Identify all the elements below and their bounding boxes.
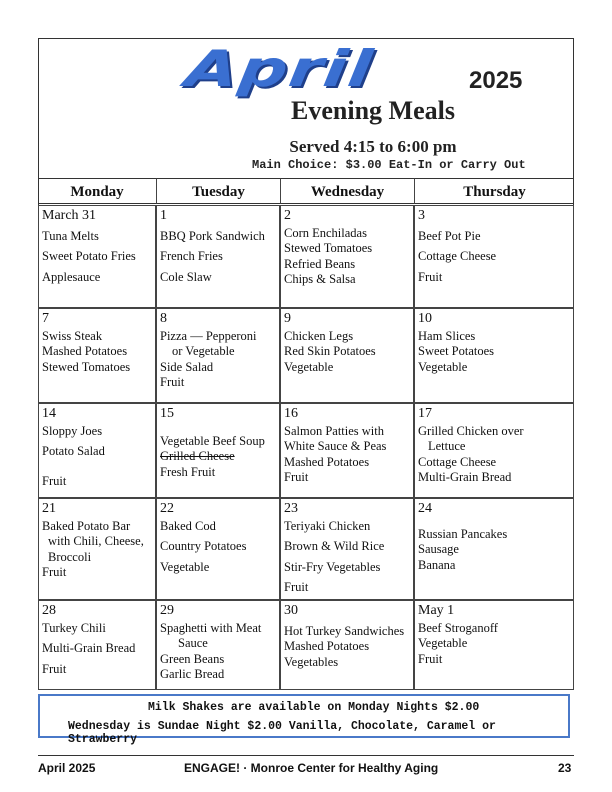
menu-item: Refried Beans — [284, 256, 356, 271]
day-cell — [414, 308, 574, 403]
cell-date: 9 — [284, 311, 291, 326]
day-cell — [414, 205, 574, 308]
menu-item: Garlic Bread — [160, 667, 225, 681]
menu-item: Banana — [418, 557, 456, 572]
day-cell — [38, 498, 156, 600]
menu-item: BBQ Pork Sandwich — [160, 228, 265, 243]
sundae-notice: Wednesday is Sundae Night $2.00 Vanilla, Chocolate, Caramel or Strawberry — [68, 720, 496, 746]
menu-item: Fruit — [160, 375, 185, 389]
page-subtitle: Evening Meals — [291, 96, 455, 125]
cell-date: 30 — [284, 603, 298, 618]
menu-item: Stewed Tomatoes — [42, 359, 131, 374]
day-header-wednesday: Wednesday — [280, 178, 414, 204]
menu-item: Vegetables — [284, 654, 339, 669]
day-cell — [280, 600, 414, 690]
cell-date: 2 — [284, 208, 291, 223]
day-header-thursday: Thursday — [414, 178, 574, 204]
menu-item: Fruit — [42, 473, 67, 488]
menu-item: Fruit — [418, 651, 443, 666]
menu-item: Fresh Fruit — [160, 464, 216, 479]
menu-item: Country Potatoes — [160, 539, 247, 553]
day-cell — [156, 308, 280, 403]
menu-item: Ham Slices — [418, 328, 476, 343]
day-cell — [280, 205, 414, 308]
menu-item: Vegetable Beef Soup — [160, 433, 265, 448]
cell-date: 15 — [160, 406, 174, 421]
menu-item: Cottage Cheese — [418, 249, 497, 263]
menu-item: Stir-Fry Vegetables — [284, 559, 381, 574]
footer-publication: ENGAGE! · Monroe Center for Healthy Aging — [184, 761, 439, 775]
cell-date: 3 — [418, 208, 425, 223]
cell-date: 7 — [42, 311, 49, 326]
menu-item: Multi-Grain Bread — [42, 641, 136, 655]
month-title: April — [181, 40, 377, 98]
day-cell — [414, 498, 574, 600]
day-header-tuesday: Tuesday — [156, 178, 280, 204]
menu-item: Mashed Potatoes — [284, 454, 370, 469]
day-cell — [414, 403, 574, 498]
menu-item: Fruit — [418, 269, 443, 284]
menu-item: Vegetable — [284, 359, 334, 374]
cell-date: March 31 — [42, 208, 97, 223]
day-cell — [156, 600, 280, 690]
day-header-monday: Monday — [38, 178, 156, 204]
menu-item: Sloppy Joes — [42, 423, 103, 438]
menu-item: Hot Turkey Sandwiches — [284, 623, 405, 638]
cell-date: 28 — [42, 603, 56, 618]
day-cell — [38, 205, 156, 308]
specials-notice — [38, 694, 570, 746]
menu-item: French Fries — [160, 249, 223, 263]
menu-item: Baked Potato Bar — [42, 518, 131, 533]
day-cell — [156, 205, 280, 308]
cell-date: May 1 — [418, 603, 455, 618]
day-cell — [280, 498, 414, 600]
day-cell — [156, 403, 280, 498]
menu-item: Vegetable — [418, 636, 468, 650]
menu-item: Sauce — [178, 636, 208, 650]
menu-item: Spaghetti with Meat — [160, 620, 262, 635]
cell-date: 29 — [160, 603, 174, 618]
day-cell — [38, 403, 156, 498]
menu-item: Side Salad — [160, 359, 214, 374]
menu-item: Fruit — [284, 580, 309, 594]
day-cell — [414, 600, 574, 690]
milkshake-notice: Milk Shakes are available on Monday Nights $2.00 — [148, 701, 480, 714]
cell-date: 17 — [418, 406, 432, 421]
cell-date: 1 — [160, 208, 167, 223]
menu-item: Salmon Patties with — [284, 423, 384, 438]
year-title: 2025 — [469, 67, 523, 94]
cell-date: 8 — [160, 311, 167, 326]
menu-item: Russian Pancakes — [418, 526, 508, 541]
menu-item: Tuna Melts — [42, 228, 99, 243]
menu-item: Broccoli — [48, 549, 92, 564]
menu-item: Beef Stroganoff — [418, 620, 498, 635]
menu-item: Multi-Grain Bread — [418, 470, 512, 484]
day-cell — [280, 403, 414, 498]
menu-item: Fruit — [42, 565, 67, 579]
menu-item: Chips & Salsa — [284, 272, 356, 286]
menu-item: Green Beans — [160, 651, 225, 666]
menu-item: or Vegetable — [172, 344, 235, 358]
menu-item: Teriyaki Chicken — [284, 518, 371, 533]
menu-item: Grilled Cheese — [160, 449, 235, 463]
day-cell — [280, 308, 414, 403]
menu-item: Red Skin Potatoes — [284, 344, 376, 358]
cell-date: 21 — [42, 501, 56, 516]
menu-item: Sweet Potatoes — [418, 344, 495, 358]
cell-date: 16 — [284, 406, 298, 421]
menu-item: Corn Enchiladas — [284, 225, 367, 240]
menu-item: Chicken Legs — [284, 328, 354, 343]
menu-item: Fruit — [284, 470, 309, 484]
menu-item: Vegetable — [160, 559, 210, 574]
cell-date: 24 — [418, 501, 432, 516]
menu-item: Mashed Potatoes — [42, 344, 128, 358]
menu-item: Grilled Chicken over — [418, 423, 524, 438]
menu-item: Swiss Steak — [42, 328, 103, 343]
menu-item: Beef Pot Pie — [418, 228, 481, 243]
footer-date: April 2025 — [38, 761, 96, 775]
menu-item: Brown & Wild Rice — [284, 539, 385, 553]
menu-item: with Chili, Cheese, — [48, 534, 144, 548]
menu-item: Vegetable — [418, 359, 468, 374]
menu-item: Cottage Cheese — [418, 454, 497, 469]
footer-divider — [38, 755, 574, 756]
menu-item: Cole Slaw — [160, 269, 212, 284]
menu-item: Mashed Potatoes — [284, 639, 370, 653]
menu-item: Lettuce — [428, 439, 466, 453]
menu-item: Turkey Chili — [42, 620, 106, 635]
day-cell — [156, 498, 280, 600]
page-number: 23 — [558, 761, 572, 775]
cell-date: 22 — [160, 501, 174, 516]
menu-item: Applesauce — [42, 269, 101, 284]
served-hours: Served 4:15 to 6:00 pm — [289, 137, 457, 156]
menu-item: Stewed Tomatoes — [284, 241, 373, 255]
menu-item: White Sauce & Peas — [284, 439, 387, 453]
menu-item: Sausage — [418, 542, 459, 556]
menu-item: Baked Cod — [160, 518, 216, 533]
menu-item: Pizza — Pepperoni — [160, 328, 257, 343]
main-choice-price: Main Choice: $3.00 Eat-In or Carry Out — [252, 158, 526, 172]
cell-date: 23 — [284, 501, 298, 516]
menu-item: Potato Salad — [42, 444, 105, 458]
day-cell — [38, 600, 156, 690]
day-cell — [38, 308, 156, 403]
menu-item: Fruit — [42, 661, 67, 676]
cell-date: 10 — [418, 311, 432, 326]
cell-date: 14 — [42, 406, 56, 421]
menu-item: Sweet Potato Fries — [42, 249, 136, 263]
